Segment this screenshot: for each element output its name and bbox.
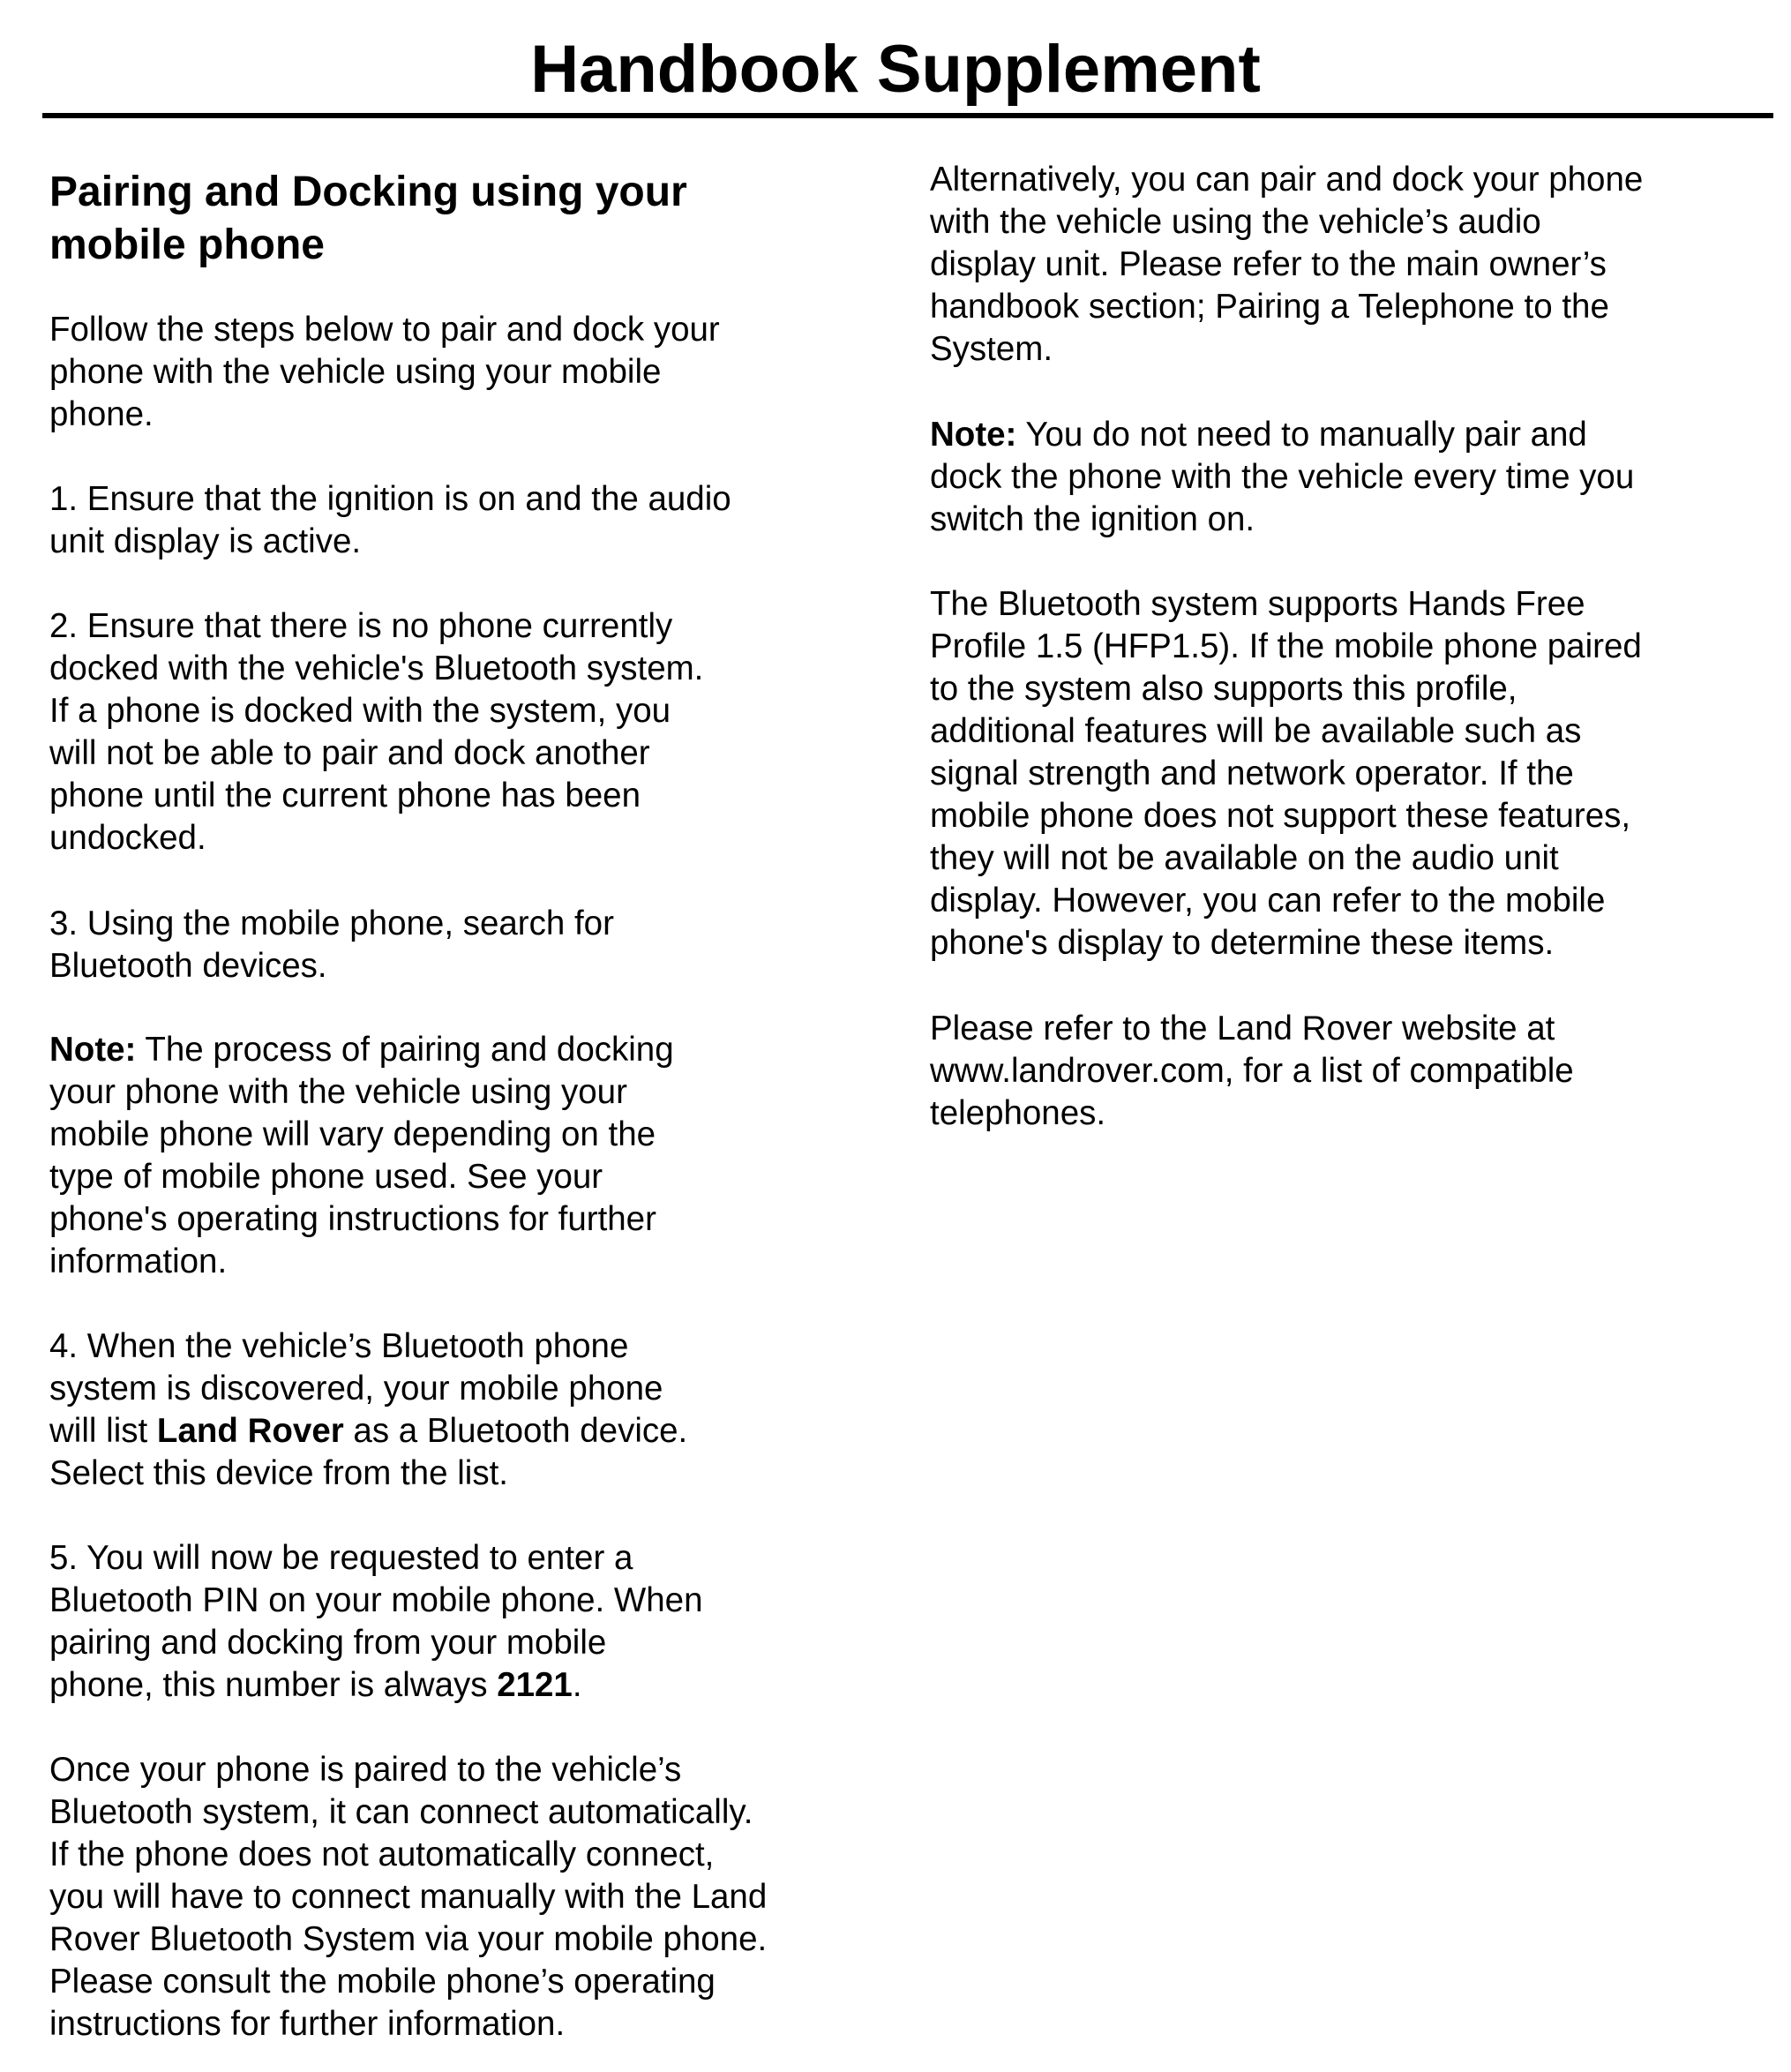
text-line: signal strength and network operator. If the [930, 754, 1574, 792]
text-line: www.landrover.com, for a list of compatible [930, 1052, 1574, 1090]
text-line [49, 1664, 703, 1707]
title-divider [42, 113, 1773, 118]
text-line: phone with the vehicle using your mobile [49, 353, 662, 391]
text-line: undocked. [49, 819, 206, 857]
text-line: Follow the steps below to pair and dock your [49, 311, 720, 349]
device-name: Land Rover [156, 1412, 344, 1450]
text-line: 2. Ensure that there is no phone currently [49, 607, 673, 645]
text-line: type of mobile phone used. See your [49, 1158, 603, 1196]
note-paragraph [930, 414, 1634, 541]
step-2-paragraph [49, 605, 703, 860]
text-line: Bluetooth devices. [49, 947, 327, 985]
text-line: with the vehicle using the vehicle’s audio [930, 203, 1541, 241]
text-line: instructions for further information. [49, 2005, 566, 2043]
text-line: your phone with the vehicle using your [49, 1073, 627, 1111]
text-line: mobile phone does not support these features, [930, 797, 1631, 835]
bluetooth-pin: 2121 [497, 1666, 573, 1704]
text-fragment: will list [49, 1412, 157, 1450]
text-line [930, 414, 1634, 456]
text-line: phone until the current phone has been [49, 777, 641, 815]
text-line: mobile phone will vary depending on the [49, 1115, 656, 1153]
bluetooth-profile-paragraph [930, 583, 1642, 965]
step-5-paragraph [49, 1537, 703, 1707]
text-line: phone's display to determine these items. [930, 924, 1555, 962]
alternative-paragraph [930, 159, 1643, 371]
text-fragment: as a Bluetooth device. [343, 1412, 688, 1450]
text-line: If the phone does not automatically connect, [49, 1836, 715, 1873]
step-4-paragraph [49, 1325, 687, 1495]
section-heading-line-2: mobile phone [49, 221, 325, 268]
text-line: The Bluetooth system supports Hands Free [930, 585, 1585, 623]
text-line: phone. [49, 395, 154, 433]
text-line: unit display is active. [49, 522, 362, 560]
text-line: Once your phone is paired to the vehicle’s [49, 1751, 682, 1789]
note-text: The process of pairing and docking [136, 1031, 674, 1069]
text-line: will not be able to pair and dock another [49, 734, 650, 772]
text-line [49, 1029, 674, 1071]
text-line: Please refer to the Land Rover website at [930, 1010, 1555, 1047]
text-line: Select this device from the list. [49, 1454, 508, 1492]
text-fragment: phone, this number is always [49, 1666, 498, 1704]
page-title: Handbook Supplement [530, 32, 1261, 107]
text-line: Bluetooth PIN on your mobile phone. When [49, 1581, 703, 1619]
text-line: to the system also supports this profile, [930, 670, 1517, 708]
text-line: If a phone is docked with the system, you [49, 692, 671, 730]
text-line: phone's operating instructions for further [49, 1200, 656, 1238]
text-line: handbook section; Pairing a Telephone to the [930, 288, 1609, 326]
text-line: 4. When the vehicle’s Bluetooth phone [49, 1327, 629, 1365]
text-line: Profile 1.5 (HFP1.5). If the mobile phone paired [930, 627, 1642, 665]
note-label: Note: [49, 1031, 137, 1069]
website-paragraph [930, 1008, 1574, 1135]
step-1-paragraph [49, 478, 731, 563]
text-line: Alternatively, you can pair and dock your phone [930, 161, 1644, 199]
closing-paragraph [49, 1749, 767, 2046]
text-fragment: . [572, 1666, 582, 1704]
text-line: information. [49, 1242, 228, 1280]
text-line: 3. Using the mobile phone, search for [49, 905, 614, 942]
text-line: switch the ignition on. [930, 500, 1255, 538]
text-line: system is discovered, your mobile phone [49, 1370, 663, 1408]
step-3-paragraph [49, 903, 614, 987]
text-line [49, 1410, 687, 1453]
intro-paragraph [49, 309, 720, 436]
text-line: telephones. [930, 1094, 1106, 1132]
text-line: 1. Ensure that the ignition is on and the audio [49, 480, 731, 518]
text-line: docked with the vehicle's Bluetooth system. [49, 649, 704, 687]
text-line: System. [930, 330, 1053, 368]
note-text: You do not need to manually pair and [1016, 416, 1587, 454]
text-line: display. However, you can refer to the mobile [930, 882, 1606, 920]
text-line: Rover Bluetooth System via your mobile phone. [49, 1920, 768, 1958]
note-paragraph [49, 1029, 674, 1283]
text-line: dock the phone with the vehicle every time you [930, 458, 1635, 496]
section-heading [49, 166, 843, 272]
text-line: pairing and docking from your mobile [49, 1624, 607, 1662]
section-heading-line-1: Pairing and Docking using your [49, 169, 687, 215]
text-line: additional features will be available such as [930, 712, 1582, 750]
text-line: display unit. Please refer to the main owner’s [930, 245, 1607, 283]
text-line: Please consult the mobile phone’s operating [49, 1963, 716, 2001]
text-line: Bluetooth system, it can connect automatically. [49, 1793, 753, 1831]
note-label: Note: [930, 416, 1017, 454]
text-line: 5. You will now be requested to enter a [49, 1539, 633, 1577]
text-line: you will have to connect manually with the Land [49, 1878, 768, 1916]
text-line: they will not be available on the audio unit [930, 839, 1559, 877]
